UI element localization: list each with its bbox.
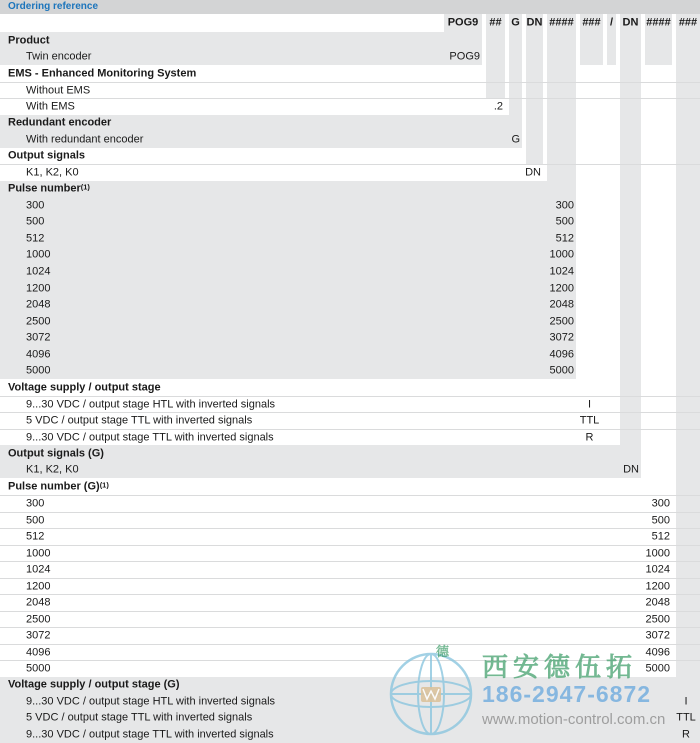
- code-column-stripe: [526, 65, 543, 82]
- code-header-label: ##: [489, 16, 502, 29]
- code-value: 1200: [549, 282, 574, 295]
- code-column-stripe: [620, 83, 641, 99]
- section-background: [0, 363, 576, 380]
- code-column-stripe: [676, 197, 700, 214]
- section-title: EMS - Enhanced Monitoring System: [8, 67, 197, 80]
- code-column-stripe: [526, 99, 543, 115]
- section-header-row: [0, 115, 700, 132]
- code-value: 2048: [549, 298, 574, 311]
- code-column-stripe: [676, 496, 700, 512]
- code-column-stripe: [547, 49, 576, 66]
- code-column-stripe: [620, 181, 641, 198]
- code-value: 4096: [549, 348, 574, 361]
- code-column-stripe: [676, 462, 700, 479]
- code-column-stripe: [676, 628, 700, 644]
- code-column-stripe: [620, 99, 641, 115]
- code-column-stripe: [676, 115, 700, 132]
- code-column-stripe: [676, 247, 700, 264]
- code-column-stripe: [676, 595, 700, 611]
- option-label: 2500: [26, 315, 51, 328]
- code-value: 512: [555, 232, 574, 245]
- code-value: .2: [493, 100, 503, 113]
- code-column-stripe: [676, 546, 700, 562]
- table-row: [0, 429, 700, 446]
- code-column-stripe: [509, 49, 522, 66]
- code-value: DN: [623, 463, 639, 476]
- code-value: TTL: [579, 414, 600, 427]
- option-label: Without EMS: [26, 84, 91, 97]
- section-header-row: [0, 65, 700, 82]
- section-background: [0, 32, 482, 49]
- code-column-stripe: [676, 263, 700, 280]
- code-column-stripe: [547, 148, 576, 165]
- code-column-stripe: [676, 661, 700, 677]
- code-column-stripe: [607, 49, 616, 66]
- code-value: 500: [651, 514, 670, 527]
- code-value: TTL: [676, 711, 696, 724]
- table-row: [0, 230, 700, 247]
- table-row: [0, 495, 700, 512]
- code-column-stripe: [676, 148, 700, 165]
- code-value: 2500: [645, 613, 670, 626]
- section-header-row: [0, 445, 700, 462]
- code-column-stripe: [676, 562, 700, 578]
- option-label: 5000: [26, 662, 51, 675]
- code-column-stripe: [547, 131, 576, 148]
- code-column-stripe: [676, 579, 700, 595]
- code-value: I: [587, 398, 592, 411]
- code-header-label: ###: [678, 16, 698, 29]
- code-column-stripe: [526, 131, 543, 148]
- code-column-stripe: [620, 165, 641, 181]
- code-column-stripe: [526, 49, 543, 66]
- code-column-stripe: [676, 529, 700, 545]
- code-column-stripe: [676, 363, 700, 380]
- table-row: [0, 644, 700, 661]
- option-label: K1, K2, K0: [26, 463, 79, 476]
- option-label: 5 VDC / output stage TTL with inverted signals: [26, 414, 253, 427]
- code-column-stripe: [620, 197, 641, 214]
- code-column-stripe: [676, 165, 700, 181]
- section-header-row: [0, 677, 700, 694]
- code-value: 2500: [549, 315, 574, 328]
- table-row: [0, 528, 700, 545]
- table-row: [0, 297, 700, 314]
- code-column-stripe: [526, 32, 543, 49]
- code-value: 300: [555, 199, 574, 212]
- option-label: 1024: [26, 563, 51, 576]
- code-column-stripe: [547, 99, 576, 115]
- code-column-stripe: [620, 230, 641, 247]
- section-title: Voltage supply / output stage: [8, 381, 161, 394]
- code-header-label: ###: [582, 16, 601, 29]
- section-background: [0, 214, 576, 231]
- code-column-stripe: [676, 513, 700, 529]
- code-value: 300: [651, 497, 670, 510]
- code-value: 3072: [549, 331, 574, 344]
- table-row: [0, 49, 700, 66]
- option-label: 5 VDC / output stage TTL with inverted signals: [26, 711, 253, 724]
- option-label: 9...30 VDC / output stage TTL with inverted signals: [26, 431, 274, 444]
- option-label: 512: [26, 530, 45, 543]
- table-row: [0, 561, 700, 578]
- option-label: 3072: [26, 331, 51, 344]
- code-column-stripe: [676, 445, 700, 462]
- code-header-label: ####: [549, 16, 574, 29]
- table-row: [0, 98, 700, 115]
- code-column-stripe: [676, 313, 700, 330]
- code-column-stripe: [620, 430, 641, 446]
- code-header-row: [0, 14, 700, 32]
- code-value: 4096: [645, 646, 670, 659]
- section-background: [0, 230, 576, 247]
- code-column-stripe: [620, 363, 641, 380]
- code-column-stripe: [620, 65, 641, 82]
- option-label: 500: [26, 514, 45, 527]
- code-column-stripe: [620, 397, 641, 413]
- code-value: 1000: [549, 248, 574, 261]
- code-column-stripe: [547, 165, 576, 181]
- code-column-stripe: [676, 478, 700, 495]
- option-label: 1000: [26, 248, 51, 261]
- table-row: [0, 263, 700, 280]
- section-title: Output signals: [8, 149, 85, 162]
- code-column-stripe: [620, 313, 641, 330]
- code-value: 5000: [645, 662, 670, 675]
- code-column-stripe: [547, 32, 576, 49]
- code-header-label: /: [609, 16, 614, 29]
- code-column-stripe: [580, 49, 603, 66]
- code-column-stripe: [620, 115, 641, 132]
- code-column-stripe: [620, 214, 641, 231]
- table-row: [0, 512, 700, 529]
- section-title: Redundant encoder: [8, 116, 112, 129]
- code-column-stripe: [547, 65, 576, 82]
- option-label: 2500: [26, 613, 51, 626]
- section-background: [0, 280, 576, 297]
- table-row: [0, 247, 700, 264]
- code-column-stripe: [676, 379, 700, 396]
- code-column-stripe: [676, 83, 700, 99]
- code-value: G: [511, 133, 520, 146]
- section-background: [0, 197, 576, 214]
- code-value: R: [682, 728, 690, 741]
- code-column-stripe: [676, 32, 700, 49]
- table-row: [0, 346, 700, 363]
- code-column-stripe: [580, 32, 603, 49]
- table-row: [0, 214, 700, 231]
- code-column-stripe: [620, 297, 641, 314]
- code-value: 512: [651, 530, 670, 543]
- section-background: [0, 247, 576, 264]
- code-column-stripe: [645, 32, 672, 49]
- option-label: 500: [26, 215, 45, 228]
- table-row: [0, 280, 700, 297]
- code-header-label: POG9: [447, 16, 479, 29]
- code-column-stripe: [676, 397, 700, 413]
- table-row: [0, 412, 700, 429]
- table-row: [0, 611, 700, 628]
- option-label: 300: [26, 199, 45, 212]
- table-row: [0, 545, 700, 562]
- code-value: 1200: [645, 580, 670, 593]
- code-column-stripe: [526, 148, 543, 165]
- code-column-stripe: [620, 330, 641, 347]
- code-column-stripe: [676, 49, 700, 66]
- option-label: 1024: [26, 265, 51, 278]
- option-label: K1, K2, K0: [26, 166, 79, 179]
- code-column-stripe: [676, 413, 700, 429]
- table-row: [0, 313, 700, 330]
- code-column-stripe: [676, 297, 700, 314]
- code-column-stripe: [676, 346, 700, 363]
- section-background: [0, 330, 576, 347]
- code-column-stripe: [509, 99, 522, 115]
- section-header-row: [0, 379, 700, 396]
- option-label: 5000: [26, 364, 51, 377]
- code-column-stripe: [620, 280, 641, 297]
- option-label: 4096: [26, 348, 51, 361]
- code-column-stripe: [620, 263, 641, 280]
- table-row: [0, 396, 700, 413]
- section-header-row: [0, 148, 700, 165]
- code-column-stripe: [676, 645, 700, 661]
- section-header-row: [0, 478, 700, 495]
- table-row: [0, 131, 700, 148]
- option-label: 9...30 VDC / output stage HTL with inverted signals: [26, 398, 276, 411]
- watermark-stamp-char: 德: [436, 644, 450, 659]
- code-column-stripe: [486, 32, 505, 49]
- code-column-stripe: [620, 247, 641, 264]
- code-column-stripe: [620, 49, 641, 66]
- section-background: [0, 263, 576, 280]
- code-column-stripe: [509, 83, 522, 99]
- code-column-stripe: [547, 83, 576, 99]
- code-column-stripe: [620, 413, 641, 429]
- table-row: [0, 594, 700, 611]
- option-label: 4096: [26, 646, 51, 659]
- option-label: 3072: [26, 629, 51, 642]
- code-column-stripe: [676, 280, 700, 297]
- code-column-stripe: [620, 32, 641, 49]
- code-column-stripe: [486, 65, 505, 82]
- code-value: POG9: [449, 50, 480, 63]
- option-label: 1000: [26, 547, 51, 560]
- code-column-stripe: [676, 330, 700, 347]
- table-row: [0, 462, 700, 479]
- code-column-stripe: [676, 65, 700, 82]
- code-column-stripe: [526, 115, 543, 132]
- table-row: [0, 363, 700, 380]
- code-column-stripe: [526, 83, 543, 99]
- code-column-stripe: [676, 181, 700, 198]
- section-background: [0, 313, 576, 330]
- table-row: [0, 660, 700, 677]
- code-header-label: ####: [646, 16, 671, 29]
- watermark-company-name: 西安德伍拓: [482, 652, 638, 682]
- section-title: Voltage supply / output stage (G): [8, 678, 180, 691]
- code-column-stripe: [676, 430, 700, 446]
- code-header-label: DN: [622, 16, 639, 29]
- option-label: 9...30 VDC / output stage HTL with inverted signals: [26, 695, 276, 708]
- option-label: 2048: [26, 596, 51, 609]
- table-row: [0, 693, 700, 710]
- section-background: [0, 462, 641, 479]
- code-column-stripe: [620, 346, 641, 363]
- code-column-stripe: [645, 49, 672, 66]
- code-column-stripe: [676, 214, 700, 231]
- code-value: 1024: [549, 265, 574, 278]
- code-column-stripe: [607, 32, 616, 49]
- section-title-bar: [0, 0, 700, 14]
- code-column-stripe: [676, 612, 700, 628]
- option-label: 1200: [26, 282, 51, 295]
- watermark-phone-number: 186-2947-6872: [482, 681, 652, 707]
- code-value: 2048: [645, 596, 670, 609]
- section-header-row: [0, 181, 700, 198]
- code-value: R: [585, 431, 594, 444]
- table-row: [0, 330, 700, 347]
- watermark-website-url: www.motion-control.com.cn: [482, 711, 666, 728]
- code-header-label: DN: [526, 16, 543, 29]
- option-label: 2048: [26, 298, 51, 311]
- table-row: [0, 82, 700, 99]
- option-label: 9...30 VDC / output stage TTL with inverted signals: [26, 728, 274, 741]
- option-label: 300: [26, 497, 45, 510]
- code-value: 1024: [645, 563, 670, 576]
- code-column-stripe: [509, 65, 522, 82]
- code-column-stripe: [486, 49, 505, 66]
- section-header-row: [0, 32, 700, 49]
- table-row: [0, 578, 700, 595]
- section-title: Pulse number $(G)^{(1)}$: [8, 480, 109, 493]
- section-background: [0, 346, 576, 363]
- code-header-label: G: [511, 16, 520, 29]
- code-value: 1000: [645, 547, 670, 560]
- code-column-stripe: [620, 148, 641, 165]
- code-column-stripe: [486, 83, 505, 99]
- section-background: [0, 297, 576, 314]
- option-label: 1200: [26, 580, 51, 593]
- section-title: Pulse number$^{(1)}$: [8, 182, 90, 195]
- table-row: [0, 627, 700, 644]
- code-value: 500: [555, 215, 574, 228]
- section-title: Output signals (G): [8, 447, 104, 460]
- table-row: [0, 726, 700, 743]
- code-column-stripe: [547, 115, 576, 132]
- table-row: [0, 197, 700, 214]
- table-row: [0, 710, 700, 727]
- table-row: [0, 164, 700, 181]
- code-value: I: [684, 695, 688, 708]
- code-column-stripe: [676, 230, 700, 247]
- code-value: 3072: [645, 629, 670, 642]
- section-title: Product: [8, 34, 50, 47]
- code-column-stripe: [676, 99, 700, 115]
- option-label: 512: [26, 232, 45, 245]
- code-column-stripe: [676, 131, 700, 148]
- code-column-stripe: [509, 32, 522, 49]
- option-label: With EMS: [26, 100, 75, 113]
- code-column-stripe: [620, 131, 641, 148]
- page-title: Ordering reference: [8, 1, 99, 12]
- code-value: 5000: [549, 364, 574, 377]
- code-column-stripe: [620, 379, 641, 396]
- option-label: With redundant encoder: [26, 133, 144, 146]
- code-value: DN: [525, 166, 541, 179]
- option-label: Twin encoder: [26, 50, 92, 63]
